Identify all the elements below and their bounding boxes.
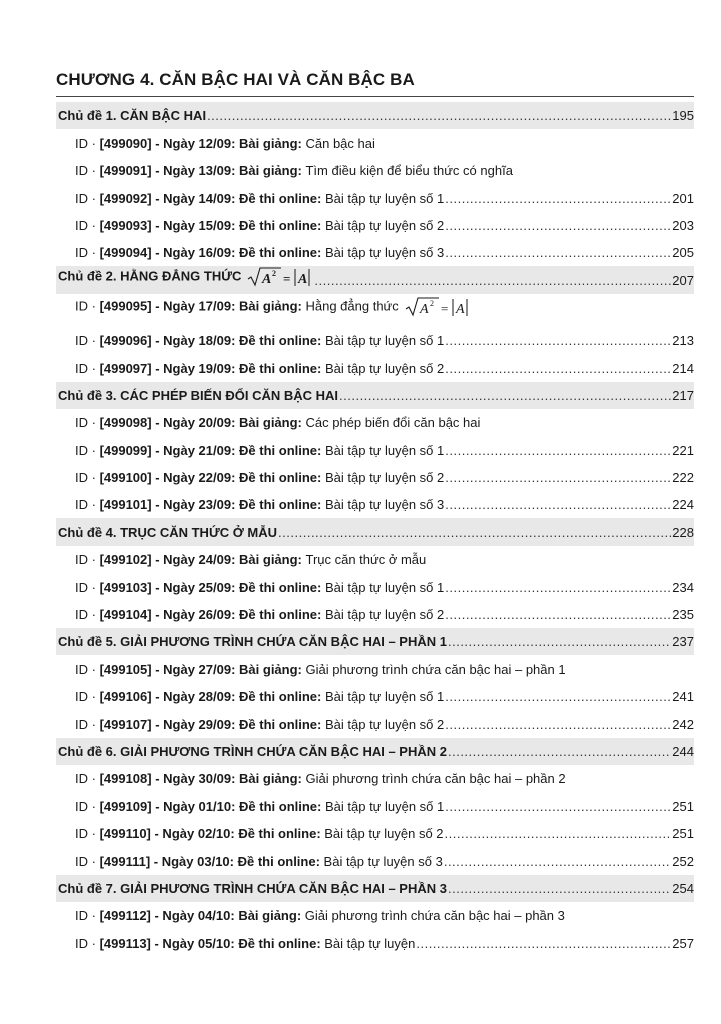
page-number: 244: [672, 743, 694, 759]
leader-dots: [445, 580, 671, 595]
lesson-row[interactable]: [56, 655, 694, 682]
lesson-row[interactable]: [56, 464, 694, 491]
leader-dots: [445, 191, 671, 206]
lesson-type: Bài giảng:: [239, 163, 306, 179]
leader-dots: [416, 936, 671, 951]
topic-row[interactable]: [56, 266, 694, 293]
page-number: 222: [672, 470, 694, 486]
lesson-type: Đề thi online:: [238, 826, 325, 842]
id-label: ID ·: [75, 716, 100, 732]
page-number: 234: [672, 579, 694, 595]
lesson-type: Đề thi online:: [239, 579, 325, 595]
topic-title: Chủ đề 6. GIẢI PHƯƠNG TRÌNH CHỨA CĂN BẬC HAI – PHẦN 2: [58, 743, 447, 759]
leader-dots: [445, 689, 671, 704]
topic-title: Chủ đề 2. HẰNG ĐẲNG THỨC: [58, 268, 242, 284]
page-number: 207: [672, 272, 694, 288]
lesson-type: Đề thi online:: [239, 245, 325, 261]
id-label: ID ·: [75, 360, 100, 376]
lesson-code: [499107] - Ngày 29/09:: [99, 716, 240, 732]
leader-dots: [278, 525, 671, 540]
lesson-type: Bài giảng:: [239, 135, 306, 151]
lesson-name: Bài tập tự luyện: [324, 935, 416, 951]
lesson-type: Bài giảng:: [239, 298, 306, 314]
lesson-type: Đề thi online:: [239, 798, 325, 814]
lesson-type: Đề thi online:: [239, 333, 325, 349]
lesson-row[interactable]: [56, 710, 694, 737]
lesson-row[interactable]: [56, 184, 694, 211]
lesson-name: Bài tập tự luyện số 1: [324, 798, 445, 814]
lesson-code: [499090] - Ngày 12/09:: [99, 135, 240, 151]
id-label: ID ·: [75, 298, 100, 314]
lesson-name: Bài tập tự luyện số 3: [324, 497, 445, 513]
lesson-code: [499098] - Ngày 20/09:: [99, 415, 240, 431]
page-number: 254: [672, 880, 694, 896]
math-variable: A: [455, 301, 465, 317]
lesson-code: [499091] - Ngày 13/09:: [99, 163, 240, 179]
id-label: ID ·: [75, 497, 100, 513]
leader-dots: [445, 361, 671, 376]
sqrt-formula: [247, 266, 313, 288]
lesson-name: Bài tập tự luyện số 3: [324, 245, 445, 261]
page-number: 228: [672, 524, 694, 540]
leader-dots: [445, 717, 671, 732]
lesson-row[interactable]: [56, 212, 694, 239]
lesson-row[interactable]: [56, 765, 694, 792]
topic-row[interactable]: [56, 628, 694, 655]
id-label: ID ·: [75, 442, 100, 458]
lesson-row[interactable]: [56, 491, 694, 518]
page-number: 242: [672, 716, 694, 732]
lesson-type: Đề thi online:: [239, 470, 325, 486]
lesson-code: [499111] - Ngày 03/10:: [99, 853, 238, 869]
lesson-row[interactable]: [56, 409, 694, 436]
lesson-code: [499099] - Ngày 21/09:: [99, 442, 240, 458]
lesson-row[interactable]: [56, 847, 694, 874]
lesson-type: Bài giảng:: [239, 552, 306, 568]
lesson-name: Căn bậc hai: [305, 135, 375, 151]
lesson-row[interactable]: [56, 129, 694, 156]
page-number: 252: [672, 853, 694, 869]
lesson-type: Đề thi online:: [239, 497, 325, 513]
id-label: ID ·: [75, 826, 100, 842]
id-label: ID ·: [75, 333, 100, 349]
lesson-name: Các phép biến đổi căn bậc hai: [305, 415, 481, 431]
leader-dots: [445, 443, 671, 458]
lesson-row[interactable]: [56, 239, 694, 266]
lesson-type: Đề thi online:: [239, 360, 325, 376]
lesson-row[interactable]: [56, 601, 694, 628]
topic-title: Chủ đề 3. CÁC PHÉP BIẾN ĐỔI CĂN BẬC HAI: [58, 387, 339, 403]
math-variable: A: [262, 271, 272, 287]
lesson-code: [499101] - Ngày 23/09:: [99, 497, 240, 513]
lesson-name: Bài tập tự luyện số 3: [323, 853, 443, 869]
topic-title: Chủ đề 1. CĂN BẬC HAI: [58, 108, 207, 124]
id-label: ID ·: [75, 415, 100, 431]
leader-dots: [448, 744, 671, 759]
lesson-type: Bài giảng:: [238, 908, 305, 924]
leader-dots: [445, 826, 672, 841]
page-number: 195: [672, 108, 694, 124]
lesson-name: Bài tập tự luyện số 1: [324, 442, 445, 458]
lesson-name: Bài tập tự luyện số 2: [324, 826, 444, 842]
topic-title: Chủ đề 5. GIẢI PHƯƠNG TRÌNH CHỨA CĂN BẬC HAI – PHẦN 1: [58, 634, 447, 650]
page-number: 213: [672, 333, 694, 349]
lesson-name: Bài tập tự luyện số 2: [324, 360, 445, 376]
lesson-row[interactable]: [56, 436, 694, 463]
id-label: ID ·: [75, 798, 100, 814]
lesson-row[interactable]: [56, 546, 694, 573]
lesson-row[interactable]: [56, 327, 694, 354]
lesson-code: [499106] - Ngày 28/09:: [99, 689, 240, 705]
topic-row[interactable]: [56, 875, 694, 902]
math-equals: =: [440, 300, 449, 316]
math-exponent: 2: [429, 298, 434, 308]
lesson-name: Tìm điều kiện để biểu thức có nghĩa: [305, 163, 513, 179]
lesson-row[interactable]: [56, 929, 694, 956]
leader-dots: [445, 607, 671, 622]
lesson-name: Bài tập tự luyện số 1: [324, 579, 445, 595]
lesson-type: Đề thi online:: [239, 689, 325, 705]
page-number: 251: [672, 798, 694, 814]
lesson-code: [499103] - Ngày 25/09:: [99, 579, 240, 595]
page-number: 201: [672, 190, 694, 206]
topic-title: Chủ đề 4. TRỤC CĂN THỨC Ở MẪU: [58, 524, 278, 540]
topic-row[interactable]: [56, 518, 694, 545]
topic-title: Chủ đề 7. GIẢI PHƯƠNG TRÌNH CHỨA CĂN BẬC HAI – PHẦN 3: [58, 880, 447, 896]
page-number: 251: [672, 826, 694, 842]
id-label: ID ·: [75, 661, 100, 677]
leader-dots: [445, 245, 671, 260]
lesson-type: Bài giảng:: [239, 415, 306, 431]
id-label: ID ·: [75, 245, 100, 261]
lesson-type: Đề thi online:: [239, 442, 325, 458]
lesson-row[interactable]: [56, 573, 694, 600]
id-label: ID ·: [75, 217, 100, 233]
page-number: 221: [672, 442, 694, 458]
lesson-name: Bài tập tự luyện số 1: [324, 333, 445, 349]
lesson-type: Đề thi online:: [238, 935, 325, 951]
lesson-code: [499109] - Ngày 01/10:: [99, 798, 240, 814]
lesson-type: Bài giảng:: [239, 771, 306, 787]
lesson-name: Bài tập tự luyện số 1: [324, 190, 445, 206]
page-number: 241: [672, 689, 694, 705]
id-label: ID ·: [75, 935, 100, 951]
id-label: ID ·: [75, 908, 100, 924]
leader-dots: [445, 799, 671, 814]
lesson-row[interactable]: [56, 354, 694, 381]
lesson-row[interactable]: [56, 902, 694, 929]
leader-dots: [448, 634, 671, 649]
math-variable: A: [298, 271, 308, 287]
chapter-title: CHƯƠNG 4. CĂN BẬC HAI VÀ CĂN BẬC BA: [56, 70, 415, 89]
id-label: ID ·: [75, 579, 100, 595]
topic-row[interactable]: [56, 102, 694, 129]
leader-dots: [445, 218, 671, 233]
lesson-name: Bài tập tự luyện số 2: [324, 217, 445, 233]
lesson-code: [499105] - Ngày 27/09:: [99, 661, 240, 677]
lesson-row[interactable]: [56, 683, 694, 710]
lesson-code: [499108] - Ngày 30/09:: [99, 771, 240, 787]
id-label: ID ·: [75, 607, 100, 623]
leader-dots: [445, 470, 671, 485]
lesson-row[interactable]: [56, 820, 694, 847]
topic-row[interactable]: [56, 738, 694, 765]
lesson-code: [499092] - Ngày 14/09:: [99, 190, 240, 206]
id-label: ID ·: [75, 470, 100, 486]
lesson-type: Đề thi online:: [239, 607, 325, 623]
page-number: 203: [672, 217, 694, 233]
page-number: 224: [672, 497, 694, 513]
lesson-name: Bài tập tự luyện số 2: [324, 716, 445, 732]
lesson-type: Bài giảng:: [239, 661, 306, 677]
lesson-name: Bài tập tự luyện số 1: [324, 689, 445, 705]
lesson-code: [499097] - Ngày 19/09:: [99, 360, 240, 376]
lesson-name: Giải phương trình chứa căn bậc hai – phần 2: [305, 771, 566, 787]
lesson-code: [499113] - Ngày 05/10:: [99, 935, 239, 951]
lesson-code: [499100] - Ngày 22/09:: [99, 470, 240, 486]
id-label: ID ·: [75, 163, 100, 179]
lesson-name: Bài tập tự luyện số 2: [324, 607, 445, 623]
lesson-code: [499102] - Ngày 24/09:: [99, 552, 240, 568]
leader-dots: [448, 881, 671, 896]
leader-dots: [444, 854, 671, 869]
lesson-name: Giải phương trình chứa căn bậc hai – phần 1: [305, 661, 566, 677]
page-number: 214: [672, 360, 694, 376]
lesson-row[interactable]: [56, 294, 694, 327]
page-number: 217: [672, 387, 694, 403]
page-number: 205: [672, 245, 694, 261]
lesson-code: [499104] - Ngày 26/09:: [99, 607, 240, 623]
lesson-row[interactable]: [56, 157, 694, 184]
table-of-contents: [56, 102, 694, 957]
id-label: ID ·: [75, 771, 100, 787]
chapter-divider: [56, 96, 694, 97]
topic-row[interactable]: [56, 382, 694, 409]
page-number: 257: [672, 935, 694, 951]
math-exponent: 2: [272, 268, 277, 278]
lesson-code: [499093] - Ngày 15/09:: [99, 217, 240, 233]
lesson-row[interactable]: [56, 792, 694, 819]
lesson-type: Đề thi online:: [239, 217, 325, 233]
page-number: 235: [672, 607, 694, 623]
lesson-type: Đề thi online:: [237, 853, 324, 869]
id-label: ID ·: [75, 689, 100, 705]
lesson-code: [499110] - Ngày 02/10:: [99, 826, 239, 842]
math-variable: A: [419, 301, 429, 317]
lesson-code: [499094] - Ngày 16/09:: [99, 245, 240, 261]
lesson-name: Hằng đẳng thức: [305, 298, 399, 314]
page-number: 237: [672, 634, 694, 650]
lesson-name: Trục căn thức ở mẫu: [305, 552, 427, 568]
id-label: ID ·: [75, 190, 100, 206]
sqrt-formula: [405, 296, 471, 318]
leader-dots: [314, 273, 671, 288]
lesson-code: [499112] - Ngày 04/10:: [99, 908, 239, 924]
id-label: ID ·: [75, 552, 100, 568]
lesson-code: [499096] - Ngày 18/09:: [99, 333, 240, 349]
id-label: ID ·: [75, 135, 100, 151]
lesson-type: Đề thi online:: [239, 716, 325, 732]
id-label: ID ·: [75, 853, 100, 869]
leader-dots: [207, 108, 671, 123]
leader-dots: [339, 388, 671, 403]
lesson-type: Đề thi online:: [239, 190, 325, 206]
lesson-name: Giải phương trình chứa căn bậc hai – phần 3: [304, 908, 565, 924]
leader-dots: [445, 497, 671, 512]
lesson-code: [499095] - Ngày 17/09:: [99, 298, 240, 314]
leader-dots: [445, 333, 671, 348]
math-equals: =: [283, 270, 291, 286]
lesson-name: Bài tập tự luyện số 2: [324, 470, 445, 486]
